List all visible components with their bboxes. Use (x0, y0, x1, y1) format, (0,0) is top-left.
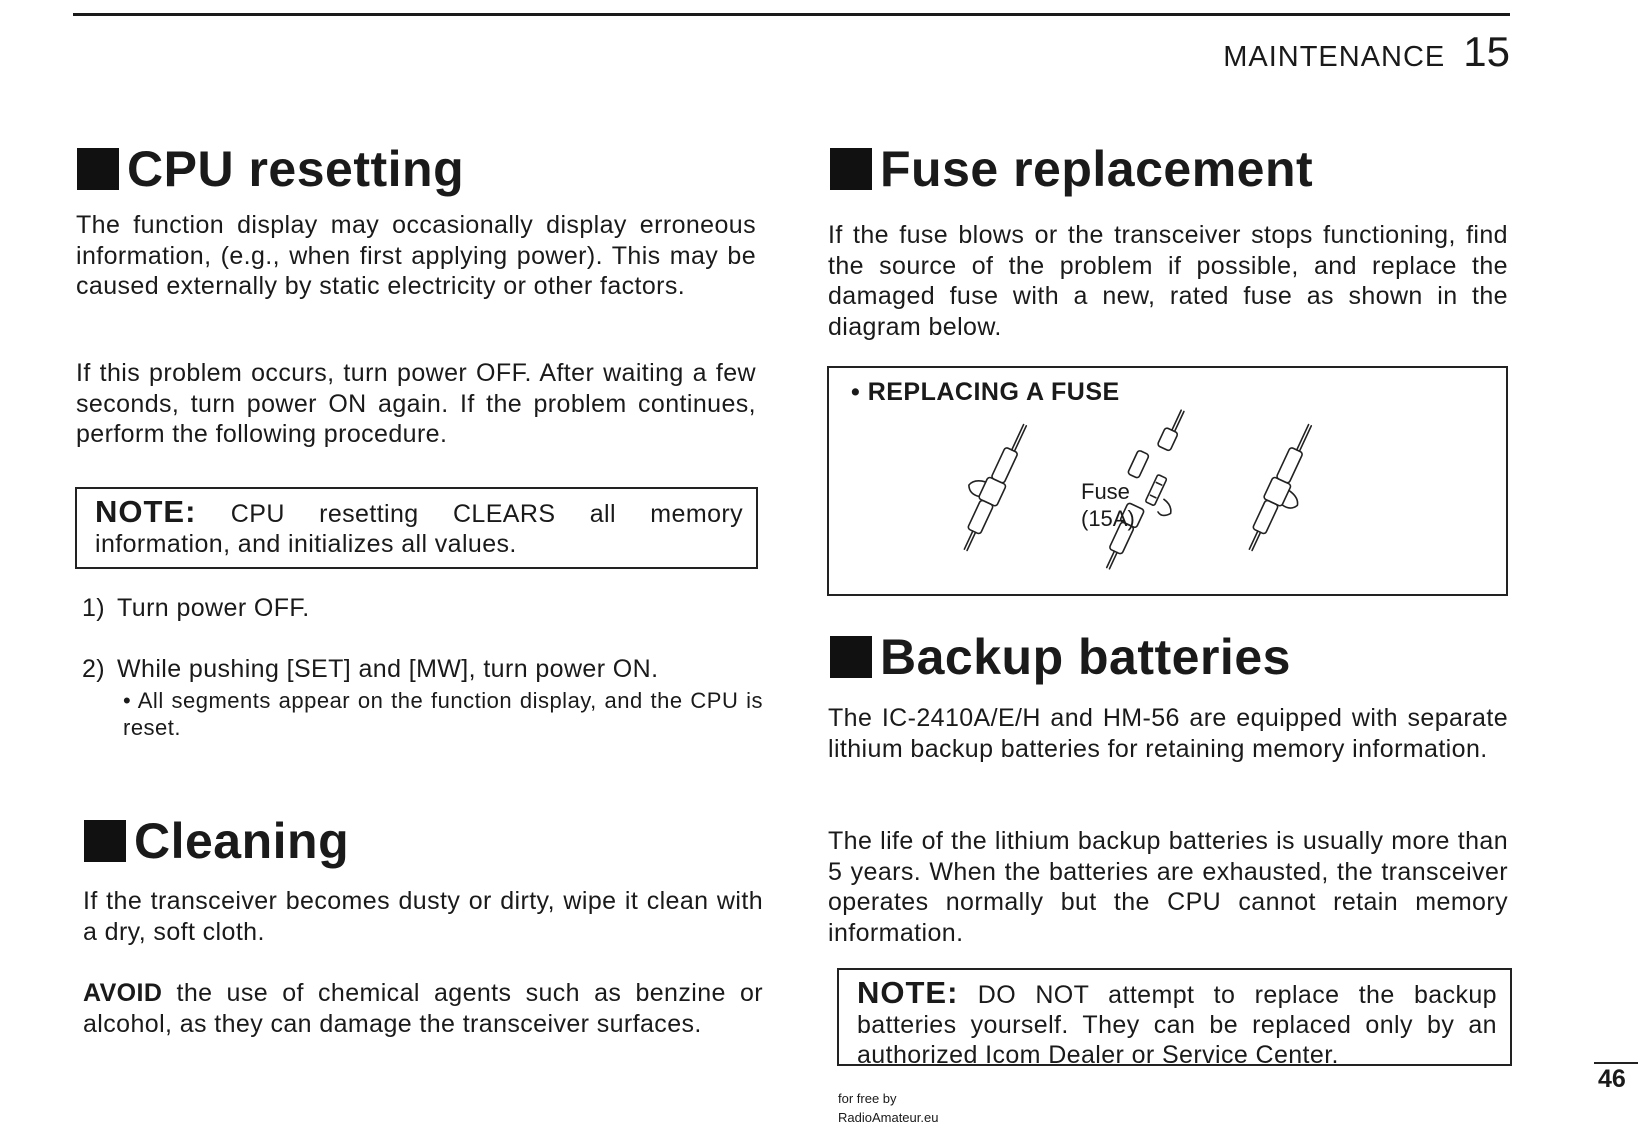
avoid-label: AVOID (83, 979, 163, 1007)
footer-credit (838, 1089, 938, 1127)
backup-paragraph-1: The IC-2410A/E/H and HM-56 are equipped with separate lithium backup batteries for retaining memory information. (828, 704, 1508, 763)
fuse-replacement-heading (830, 140, 1313, 198)
cleaning-title: Cleaning (134, 813, 350, 869)
note-text: CPU resetting CLEARS all memory information, and initializes all values. (95, 500, 743, 558)
cpu-note-box (75, 487, 758, 569)
heading-square-icon (77, 148, 119, 190)
cleaning-paragraph-2 (83, 978, 763, 1039)
heading-square-icon (830, 636, 872, 678)
heading-square-icon (84, 820, 126, 862)
step-number: 1) (82, 594, 106, 622)
backup-paragraph-2: The life of the lithium backup batteries is usually more than 5 years. When the batteries are exhausted, the transceiver operates normally but the CPU cannot retain memory information. (828, 827, 1508, 947)
cleaning-paragraph-1: If the transceiver becomes dusty or dirty, wipe it clean with a dry, soft cloth. (83, 887, 763, 946)
cpu-resetting-title: CPU resetting (127, 141, 465, 197)
figure-title: • REPLACING A FUSE (851, 378, 1120, 406)
page-number-rule (1594, 1062, 1638, 1064)
fuse-callout (1081, 478, 1135, 532)
note-label: NOTE: (857, 975, 959, 1010)
fuse-diagram (829, 368, 1506, 594)
cpu-paragraph-1: The function display may occasionally display erroneous information, (e.g., when first applying power). This may be caused externally by static electricity or other factors. (76, 211, 756, 300)
fuse-holder-right-icon (1241, 420, 1330, 559)
heading-square-icon (830, 148, 872, 190)
footer-line-1: for free by (838, 1091, 897, 1106)
step-2-bullet: • All segments appear on the function display, and the CPU is reset. (123, 688, 763, 740)
fuse-replacement-title: Fuse replacement (880, 141, 1314, 197)
step-text: Turn power OFF. (117, 594, 310, 622)
fuse-rating-text: (15A) (1081, 506, 1135, 531)
avoid-text: the use of chemical agents such as benzine or alcohol, as they can damage the transceiver surfaces. (83, 979, 763, 1038)
cpu-resetting-heading (77, 140, 464, 198)
running-header (1223, 28, 1510, 76)
cleaning-heading (84, 812, 349, 870)
note-label: NOTE: (95, 494, 197, 529)
fuse-figure-box (827, 366, 1508, 596)
backup-batteries-heading (830, 628, 1291, 686)
fuse-paragraph-1: If the fuse blows or the transceiver stops functioning, find the source of the problem if possible, and replace the damaged fuse with a new, rated fuse as shown in the diagram below. (828, 221, 1508, 341)
note-text: DO NOT attempt to replace the backup batteries yourself. They can be replaced only by an authorized Icom Dealer or Service Center. (857, 981, 1497, 1069)
cpu-paragraph-2: If this problem occurs, turn power OFF. After waiting a few seconds, turn power ON again. If the problem continues, perform the following procedure. (76, 359, 756, 448)
section-number: 15 (1463, 28, 1510, 75)
page-number: 46 (1598, 1065, 1626, 1093)
fuse-holder-left-icon (944, 414, 1033, 553)
top-rule (73, 13, 1510, 16)
fuse-label-text: Fuse (1081, 479, 1130, 504)
backup-note-box (837, 968, 1512, 1069)
step-number: 2) (82, 655, 106, 683)
step-2 (82, 655, 658, 684)
step-1 (82, 594, 310, 623)
footer-line-2: RadioAmateur.eu (838, 1110, 939, 1125)
backup-batteries-title: Backup batteries (880, 629, 1291, 685)
step-text: While pushing [SET] and [MW], turn power ON. (117, 655, 659, 683)
section-name: MAINTENANCE (1223, 41, 1446, 73)
